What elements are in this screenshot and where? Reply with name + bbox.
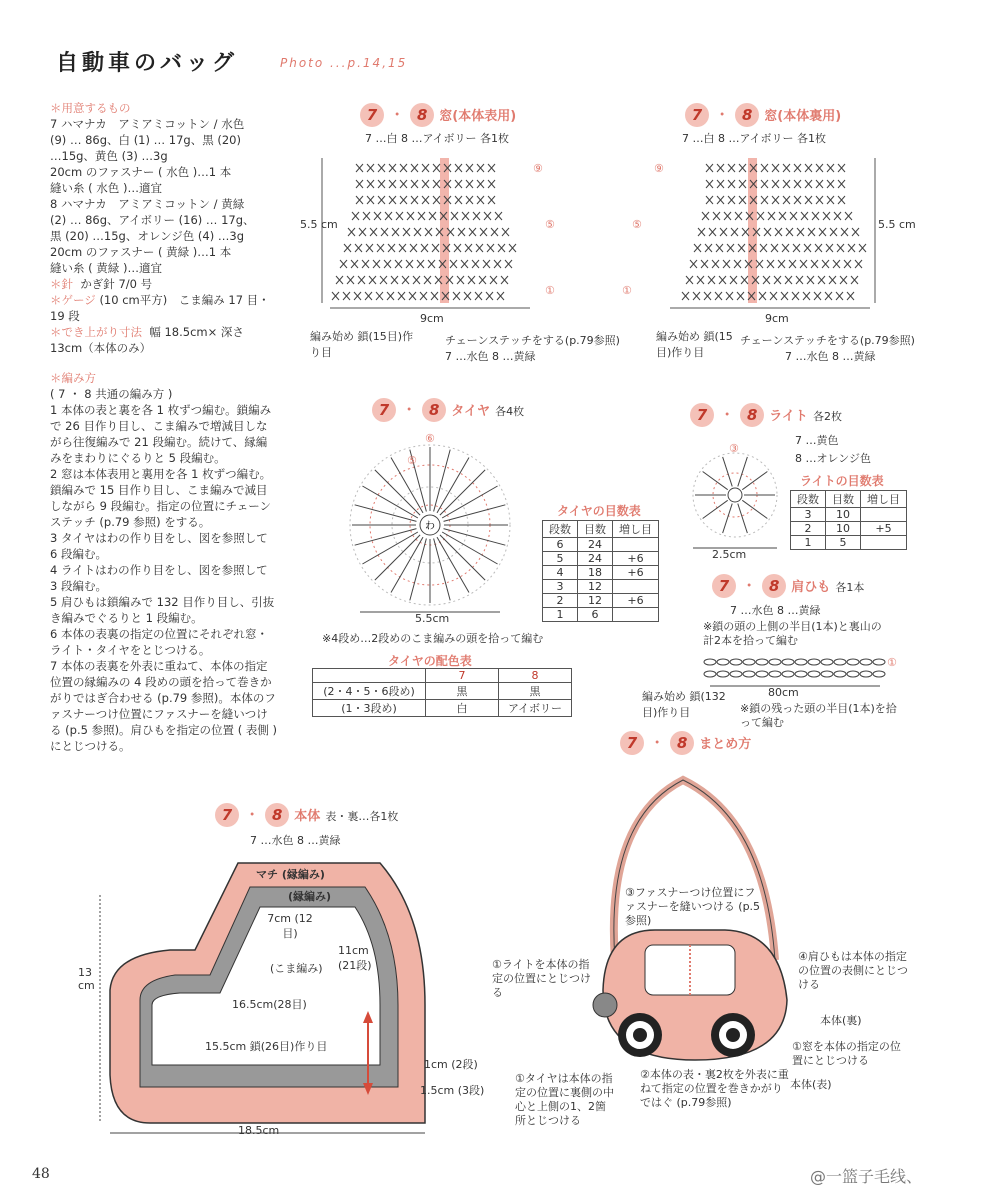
window-back-chain: チェーンステッチをする(p.79参照) — [740, 334, 915, 347]
body-d155: 15.5cm 鎖(26目)作り目 — [205, 1040, 328, 1053]
body-heading: 7 ・ 8 本体 表・裏…各1枚 — [215, 802, 398, 827]
body-sc: (こま編み) — [270, 962, 323, 975]
tire-center: わ — [425, 521, 435, 532]
window-front-chain: チェーンステッチをする(p.79参照) — [445, 334, 620, 347]
light-colors8: 8 …オレンジ色 — [795, 452, 871, 465]
window-back-width: 9cm — [765, 312, 789, 325]
method-step: 3 タイヤはわの作り目をし、図を参照して 6 段編む。 — [50, 531, 268, 561]
window-front-chart — [300, 148, 590, 318]
assembly-c7: ①タイヤは本体の指定の位置に裏側の中心と上側の1、2箇所とじつける — [515, 1072, 614, 1127]
table-row: 2 12 +6 — [543, 594, 659, 608]
tire-title: タイヤ — [451, 404, 491, 419]
body-edging: (縁編み) — [288, 890, 332, 903]
body-colors: 7 …水色 8 …黄緑 — [250, 834, 341, 847]
table-row: 4 18 +6 — [543, 566, 659, 580]
body-d165: 16.5cm(28目) — [232, 998, 307, 1011]
method-step: 6 本体の表裏の指定の位置にそれぞれ窓・ライト・タイヤをとじつける。 — [50, 627, 268, 657]
badge-7: 7 — [620, 731, 644, 755]
body-d1: 1cm (2段) — [424, 1058, 478, 1071]
light-chart — [685, 440, 785, 550]
material-line: 黒 (20) …15g、オレンジ色 (4) …3g — [50, 229, 244, 243]
strap-heading: 7 ・ 8 肩ひも 各1本 — [712, 573, 864, 598]
tire-chart — [345, 430, 515, 610]
strap-title: 肩ひも — [791, 580, 831, 595]
assembly-c1: ③ファスナーつけ位置にファスナーを縫いつける (p.5参照) — [625, 886, 761, 927]
method-step: 1 本体の表と裏を各 1 枚ずつ編む。鎖編みで 26 目作り目し、こま編みで増減目しながら往復編みで 21 段編む。続けて、縁編みをまわりにぐるりと 5 段編む。 — [50, 403, 272, 465]
window-front-start: 編み始め 鎖(15目)作り目 — [310, 330, 414, 359]
tire-diameter: 5.5cm — [415, 612, 450, 625]
light-table-caption: ライトの目数表 — [800, 474, 884, 488]
body-d15: 1.5cm (3段) — [420, 1084, 485, 1097]
material-line: …15g、黄色 (3) …3g — [50, 149, 168, 163]
body-d7: 7cm (12目) — [267, 912, 313, 940]
material-line: 縫い糸 ( 水色 )…適宜 — [50, 181, 162, 195]
svg-text:⑨: ⑨ — [533, 162, 543, 175]
badge-8: 8 — [735, 103, 759, 127]
svg-text:③: ③ — [729, 442, 739, 455]
photo-ref: Photo ...p.14,15 — [280, 56, 408, 70]
strap-note-top: ※鎖の頭の上側の半目(1本)と裏山の計2本を拾って編む — [703, 620, 882, 647]
svg-text:⑨: ⑨ — [654, 162, 664, 175]
table-row: 1 5 — [791, 536, 907, 550]
assembly-c2: ①ライトを本体の指定の位置にとじつける — [492, 958, 591, 999]
table-row: (1・3段め) 白 アイボリー — [313, 700, 572, 717]
badge-7: 7 — [372, 398, 396, 422]
light-heading: 7 ・ 8 ライト 各2枚 — [690, 402, 842, 427]
materials-heading: ＊用意するもの — [50, 101, 131, 115]
gauge-value: (10 cm平方) こま編み 17 目・19 段 — [50, 293, 270, 323]
table-row: (2・4・5・6段め) 黒 黒 — [313, 683, 572, 700]
method-common: ( 7 ・ 8 共通の編み方 ) — [50, 387, 173, 401]
strap-note-bottom: ※鎖の残った頭の半目(1本)を拾って編む — [740, 702, 897, 729]
material-line: 20cm のファスナー ( 水色 )…1 本 — [50, 165, 232, 179]
size-value: 幅 18.5cm× 深さ 13cm（本体のみ） — [50, 325, 244, 355]
table-row: 5 24 +6 — [543, 552, 659, 566]
badge-7: 7 — [360, 103, 384, 127]
table-row: 3 10 — [791, 508, 907, 522]
material-line: 20cm のファスナー ( 黄緑 )…1 本 — [50, 245, 232, 259]
assembly-c3: ④肩ひもは本体の指定の位置の表側にとじつける — [798, 950, 908, 991]
watermark: @一篮子毛线、 — [810, 1167, 923, 1186]
svg-text:⑤: ⑤ — [632, 218, 642, 231]
badge-7: 7 — [712, 574, 736, 598]
svg-text:⑤: ⑤ — [545, 218, 555, 231]
assembly-c8: ②本体の表・裏2枚を外表に重ねて指定の位置を巻きかがりではぐ (p.79参照) — [640, 1068, 789, 1109]
window-front-heading: 7 ・ 8 窓(本体表用) — [360, 102, 516, 127]
material-line: (9) … 86g、白 (1) … 17g、黒 (20) — [50, 133, 241, 147]
materials-section — [50, 100, 278, 754]
svg-text:①: ① — [545, 284, 555, 297]
material-line: 7 ハマナカ アミアミコットン / 水色 — [50, 117, 245, 131]
table-row: 2 10 +5 — [791, 522, 907, 536]
tire-heading: 7 ・ 8 タイヤ 各4枚 — [372, 397, 524, 422]
page-title: 自動車のバッグ — [56, 51, 239, 76]
gauge-label: ＊ゲージ — [50, 293, 96, 307]
th: 増し目 — [613, 521, 659, 538]
light-title: ライト — [769, 409, 808, 424]
window-front-title: 窓(本体表用) — [439, 109, 517, 124]
assembly-c4: 本体(裏) — [820, 1014, 862, 1027]
strap-length: 80cm — [768, 686, 799, 699]
size-label: ＊でき上がり寸法 — [50, 325, 142, 339]
needle-label: ＊針 — [50, 277, 73, 291]
strap-chart — [680, 650, 910, 690]
light-diameter: 2.5cm — [712, 548, 747, 561]
strap-start: 編み始め 鎖(132目)作り目 — [642, 690, 726, 719]
assembly-heading: 7 ・ 8 まとめ方 — [620, 730, 751, 755]
badge-7: 7 — [215, 803, 239, 827]
svg-text:⑥: ⑥ — [425, 432, 435, 445]
strap-count: 各1本 — [835, 581, 865, 594]
tire-count-table — [542, 520, 659, 622]
method-heading: ＊編み方 — [50, 371, 96, 385]
body-d13: 13 cm — [78, 966, 95, 992]
table-row: 6 24 — [543, 538, 659, 552]
light-count: 各2枚 — [813, 410, 843, 423]
svg-text:①: ① — [887, 656, 897, 669]
assembly-c6: 本体(表) — [790, 1078, 832, 1091]
badge-8: 8 — [670, 731, 694, 755]
window-back-height: 5.5 cm — [878, 218, 916, 231]
method-step: 7 本体の表裏を外表に重ねて、本体の指定位置の縁編みの 4 段めの頭を拾って巻きかがりではぎ合わせる (p.79 参照)。本体のファスナーつけ位置にファスナーを縫いつける (p.5 参照)。肩ひもを指定の位置 ( 表側 ) にとじつける。 — [50, 659, 277, 753]
light-colors7: 7 …黄色 — [795, 434, 839, 447]
needle-value: かぎ針 7/0 号 — [80, 277, 153, 291]
th: 段数 — [543, 521, 578, 538]
page-number: 48 — [32, 1166, 50, 1182]
body-d11: 11cm (21段) — [338, 944, 372, 972]
tire-note: ※4段め…2段めのこま編みの頭を拾って編む — [322, 632, 544, 645]
light-count-table: 段数 目数 増し目 3 10 2 10 +5 1 5 — [790, 490, 907, 550]
method-step: 2 窓は本体表用と裏用を各 1 枚ずつ編む。鎖編みで 15 目作り目し、こま編みで減目しながら 9 段編む。指定の位置にチェーンステッチ (p.79 参照) をする。 — [50, 467, 272, 529]
svg-text:⑤: ⑤ — [407, 454, 417, 467]
window-back-start: 編み始め 鎖(15目)作り目 — [656, 330, 733, 359]
method-step: 5 肩ひもは鎖編みで 132 目作り目し、引抜き編みでぐるりと 1 段編む。 — [50, 595, 275, 625]
badge-7: 7 — [685, 103, 709, 127]
window-back-colors: 7 …白 8 …アイボリー 各1枚 — [682, 132, 826, 145]
assembly-c5: ①窓を本体の指定の位置にとじつける — [792, 1040, 901, 1067]
tire-table-caption: タイヤの目数表 — [557, 504, 641, 518]
method-step: 4 ライトはわの作り目をし、図を参照して 3 段編む。 — [50, 563, 268, 593]
badge-7: 7 — [690, 403, 714, 427]
badge-8: 8 — [422, 398, 446, 422]
window-back-heading: 7 ・ 8 窓(本体裏用) — [685, 102, 841, 127]
tire-color-caption: タイヤの配色表 — [388, 654, 472, 668]
badge-8: 8 — [762, 574, 786, 598]
body-title: 本体 — [294, 809, 321, 824]
body-count: 表・裏…各1枚 — [325, 810, 399, 823]
table-row: 3 12 — [543, 580, 659, 594]
body-d185: 18.5cm — [238, 1124, 280, 1137]
material-line: 縫い糸 ( 黄緑 )…適宜 — [50, 261, 162, 275]
assembly-title: まとめ方 — [699, 737, 752, 752]
window-front-colors: 7 …白 8 …アイボリー 各1枚 — [365, 132, 509, 145]
window-back-chart — [622, 148, 930, 318]
badge-8: 8 — [410, 103, 434, 127]
th: 目数 — [578, 521, 613, 538]
tire-color-table: 7 8 (2・4・5・6段め) 黒 黒 (1・3段め) 白 アイボリー — [312, 668, 572, 717]
window-front-height: 5.5 cm — [300, 218, 338, 231]
window-front-chain-colors: 7 …水色 8 …黄緑 — [445, 350, 536, 363]
material-line: 8 ハマナカ アミアミコットン / 黄緑 — [50, 197, 245, 211]
badge-8: 8 — [265, 803, 289, 827]
strap-colors: 7 …水色 8 …黄緑 — [730, 604, 821, 617]
table-row: 1 6 — [543, 608, 659, 622]
window-front-width: 9cm — [420, 312, 444, 325]
badge-8: 8 — [740, 403, 764, 427]
window-back-title: 窓(本体裏用) — [764, 109, 842, 124]
body-gusset: マチ (縁編み) — [256, 868, 325, 881]
tire-count: 各4枚 — [495, 405, 525, 418]
window-back-chain-colors: 7 …水色 8 …黄緑 — [785, 350, 876, 363]
material-line: (2) … 86g、アイボリー (16) … 17g、 — [50, 213, 255, 227]
svg-text:①: ① — [622, 284, 632, 297]
